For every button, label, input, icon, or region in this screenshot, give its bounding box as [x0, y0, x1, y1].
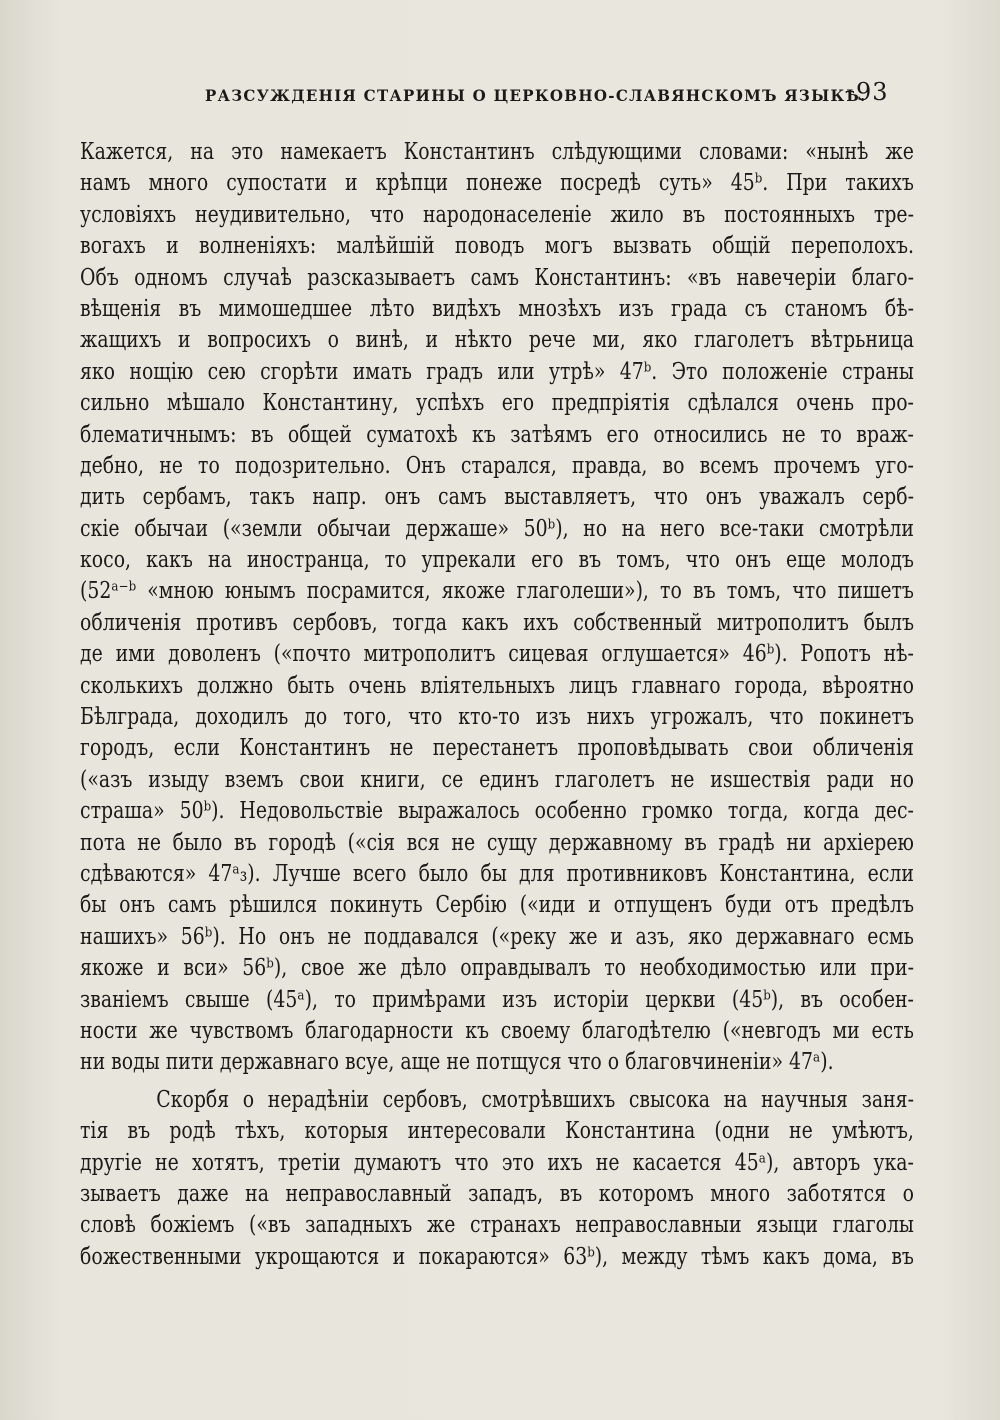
- text-line: якоже и вси» 56ᵇ), свое же дѣло оправдывалъ то необходимостью или при-: [80, 955, 914, 982]
- text-line: дебно, не то подозрительно. Онъ старался, правда, во всемъ прочемъ уго-: [80, 452, 914, 479]
- text-line: яко нощію сею сгорѣти имать градъ или утрѣ» 47ᵇ. Это положеніе страны: [80, 358, 914, 385]
- text-line: косо, какъ на иностранца, то упрекали его въ томъ, что онъ еще молодъ: [80, 547, 914, 574]
- text-line: Объ одномъ случаѣ разсказываетъ самъ Константинъ: «въ навечеріи благо-: [80, 264, 914, 291]
- text-line: Скорбя о нерадѣніи сербовъ, смотрѣвшихъ свысока на научныя заня-: [156, 1086, 914, 1113]
- text-line: Бѣлграда, доходилъ до того, что кто-то изъ нихъ угрожалъ, что покинетъ: [80, 704, 914, 731]
- text-line: Кажется, на это намекаетъ Константинъ слѣдующими словами: «нынѣ же: [80, 139, 914, 165]
- text-line: жащихъ и вопросихъ о винѣ, и нѣкто рече ми, яко глаголетъ вѣтрьница: [80, 327, 914, 354]
- running-title: РАЗСУЖДЕНІЯ СТАРИНЫ О ЦЕРКОВНО-СЛАВЯНСКОМЪ ЯЗЫКѢ.: [205, 86, 867, 105]
- text-line: зываетъ даже на неправославный западъ, въ которомъ много заботятся о: [80, 1180, 914, 1207]
- text-line: сильно мѣшало Константину, успѣхъ его предпріятія сдѣлался очень про-: [80, 390, 914, 417]
- text-line: дить сербамъ, такъ напр. онъ самъ выставляетъ, что онъ уважалъ серб-: [80, 484, 914, 511]
- text-line: званіемъ свыше (45ᵃ), то примѣрами изъ исторіи церкви (45ᵇ), въ особен-: [80, 986, 914, 1013]
- text-line: словѣ божіемъ («въ западныхъ же странахъ неправославныи языци глаголы: [80, 1212, 914, 1239]
- text-line: скіе обычаи («земли обычаи держаше» 50ᵇ), но на него все-таки смотрѣли: [80, 515, 914, 542]
- text-line: сдѣваются» 47ᵃ₃). Лучше всего было бы для противниковъ Константина, если: [80, 860, 914, 887]
- text-line: намъ много супостати и крѣпци понеже посредѣ суть» 45ᵇ. При такихъ: [80, 170, 914, 197]
- text-line: нашихъ» 56ᵇ). Но онъ не поддавался («реку же и азъ, яко державнаго есмь: [80, 923, 914, 950]
- page-number: 93: [856, 78, 889, 106]
- text-line: страша» 50ᵇ). Недовольствіе выражалось особенно громко тогда, когда дес-: [80, 798, 914, 825]
- text-line: бы онъ самъ рѣшился покинуть Сербію («иди и отпущенъ буди отъ предѣлъ: [80, 892, 914, 919]
- text-line: условіяхъ неудивительно, что народонаселеніе жило въ постоянныхъ тре-: [80, 201, 914, 228]
- text-line: вогахъ и волненіяхъ: малѣйшій поводъ могъ вызвать общій переполохъ.: [80, 233, 914, 260]
- text-line: другіе не хотятъ, третіи думаютъ что это ихъ не касается 45ᵃ), авторъ ука-: [80, 1149, 914, 1176]
- text-line: де ими доволенъ («почто митрополитъ сицевая оглушается» 46ᵇ). Ропотъ нѣ-: [80, 641, 914, 668]
- text-line: ности же чувствомъ благодарности къ своему благодѣтелю («невгодъ ми есть: [80, 1017, 914, 1044]
- text-line: блематичнымъ: въ общей суматохѣ къ затѣямъ его относились не то враж-: [80, 421, 914, 448]
- text-line: сколькихъ должно быть очень вліятельныхъ лицъ главнаго города, вѣроятно: [80, 672, 914, 699]
- text-line: обличенія противъ сербовъ, тогда какъ ихъ собственный митрополитъ былъ: [80, 609, 914, 636]
- text-line: («азъ изыду вземъ свои книги, се единъ глаголетъ не иsшествія ради но: [80, 766, 914, 793]
- paragraph: [80, 137, 914, 1079]
- text-line: тія въ родѣ тѣхъ, которыя интересовали Константина (одни не умѣютъ,: [80, 1118, 914, 1145]
- text-line: божественными укрощаются и покараются» 63ᵇ), между тѣмъ какъ дома, въ: [80, 1243, 914, 1270]
- text-line: ни воды пити державнаго всуе, аще не потщуся что о благовчиненіи» 47ᵃ).: [80, 1049, 834, 1076]
- text-line: пота не было въ городѣ («сія вся не сущу державному въ градѣ ни архіерею: [80, 829, 914, 856]
- text-line: вѣщенія въ мимошедшее лѣто видѣхъ мнозѣхъ изъ града съ станомъ бѣ-: [80, 295, 914, 322]
- paragraph: [80, 1085, 914, 1273]
- text-line: (52ᵃ⁻ᵇ «мною юнымъ посрамится, якоже глаголеши»), то въ томъ, что пишетъ: [80, 578, 914, 605]
- text-line: городъ, если Константинъ не перестанетъ проповѣдывать свои обличенія: [80, 735, 914, 762]
- body-text: [80, 137, 914, 1273]
